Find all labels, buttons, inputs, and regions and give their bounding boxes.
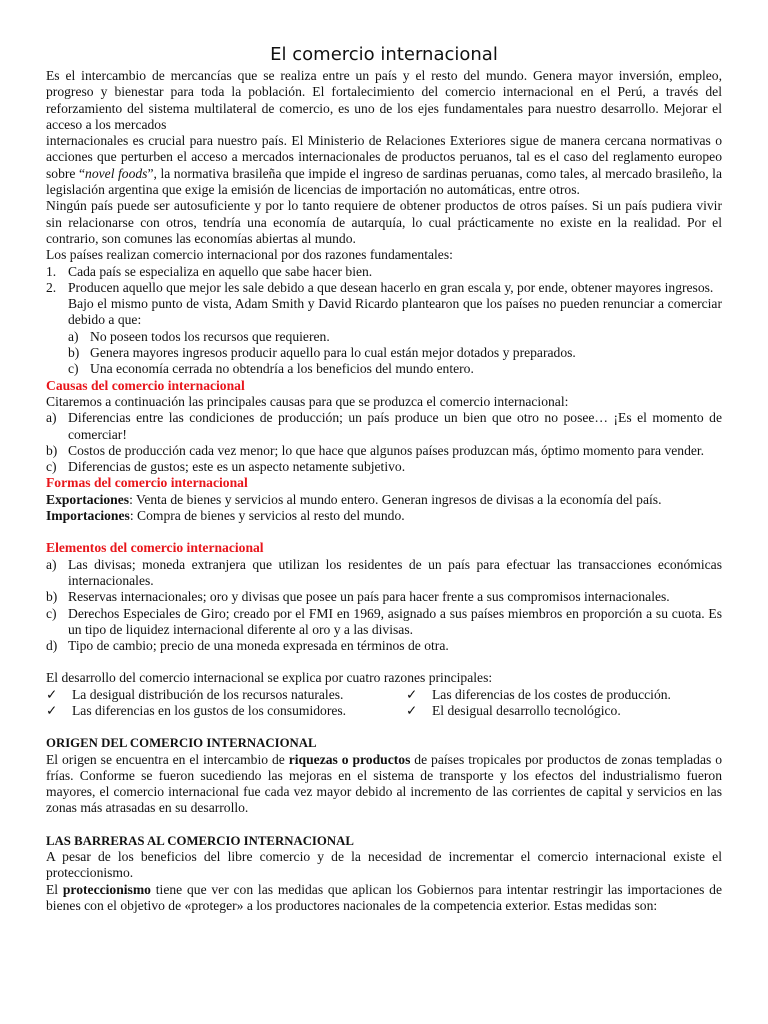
importaciones-line: Importaciones: Compra de bienes y servicios al resto del mundo.: [46, 508, 405, 524]
checkmark-icon: ✓: [46, 702, 58, 718]
list-item: ✓ Las diferencias en los gustos de los consumidores.: [46, 702, 347, 718]
list-item: 2. Producen aquello que mejor les sale debido a que desean hacerlo en gran escala y, por ende, obtener mayores ingresos.: [46, 279, 714, 295]
barreras-paragraph-1: A pesar de los beneficios del libre comercio y de la necesidad de incrementar el comercio internacional existe el proteccionismo.: [46, 849, 722, 881]
checkmark-icon: ✓: [46, 686, 58, 702]
checkmark-icon: ✓: [406, 686, 418, 702]
list-item: ✓ La desigual distribución de los recursos naturales.: [46, 686, 344, 702]
document-title: El comercio internacional: [270, 44, 498, 65]
exportaciones-line: Exportaciones: Venta de bienes y servicios al mundo entero. Generan ingresos de divisas a la economía del país.: [46, 491, 662, 507]
intro-paragraph-4: Los países realizan comercio internacional por dos razones fundamentales:: [46, 247, 453, 263]
list-item: ✓ El desigual desarrollo tecnológico.: [406, 702, 621, 718]
list-item: 1. Cada país se especializa en aquello que sabe hacer bien.: [46, 263, 373, 279]
smith-ricardo-text: Bajo el mismo punto de vista, Adam Smith y David Ricardo plantearon que los países no pueden renunciar a comerciar debido a que:: [68, 296, 722, 328]
intro-paragraph-3: Ningún país puede ser autosuficiente y por lo tanto requiere de obtener productos de otros países. Si un país pudiera vivir sin relacionarse con otros, tendría una economía de autarquía, lo cual prácticamente no existe en la realidad. Por el contrario, son comunes las economías abiertas al mundo.: [46, 198, 722, 246]
desarrollo-intro: El desarrollo del comercio internacional se explica por cuatro razones principales:: [46, 670, 493, 686]
list-item: d) Tipo de cambio; precio de una moneda expresada en términos de otra.: [46, 638, 449, 654]
checkmark-icon: ✓: [406, 702, 418, 718]
intro-paragraph-2: internacionales es crucial para nuestro país. El Ministerio de Relaciones Exteriores sigue de manera cercana normativas o acciones que perturben el acceso a mercados internacionales de productos peruanos, tal es el caso del reglamento europeo sobre “novel foods”, la normativa brasileña que impide el ingreso de sardinas peruanas, como tales, al mercado brasileño, la legislación argentina que exige la emisión de licencias de importación no automáticas, entre otros.: [46, 133, 722, 198]
list-item: a) Las divisas; moneda extranjera que utilizan los residentes de un país para efectuar las transacciones económicas internacionales.: [46, 556, 722, 588]
list-item: c) Diferencias de gustos; este es un aspecto netamente subjetivo.: [46, 459, 406, 475]
causas-heading: Causas del comercio internacional: [46, 377, 245, 393]
barreras-heading: LAS BARRERAS AL COMERCIO INTERNACIONAL: [46, 833, 354, 848]
causas-intro: Citaremos a continuación las principales causas para que se produzca el comercio internacional:: [46, 393, 569, 409]
origen-heading: ORIGEN DEL COMERCIO INTERNACIONAL: [46, 736, 317, 751]
elementos-heading: Elementos del comercio internacional: [46, 540, 264, 556]
barreras-paragraph-2: El proteccionismo tiene que ver con las medidas que aplican los Gobiernos para intentar restringir las importaciones de bienes con el objetivo de «proteger» a los productores nacionales de la competencia exterior. Estas medidas son:: [46, 881, 723, 913]
causas-list: [46, 410, 722, 475]
desarrollo-checklist: [46, 687, 722, 720]
origen-paragraph: El origen se encuentra en el intercambio de riquezas o productos de países tropicales por productos de zonas templadas o frías. Conforme se fueron sucediendo las mejoras en el sistema de transporte y los efectos del industrialismo fueron mayores, el comercio internacional fue cada vez mayor debido al incremento de las corrientes de capital y servicios en las zonas más atrasadas en su desarrollo.: [46, 751, 722, 816]
formas-heading: Formas del comercio internacional: [46, 475, 248, 491]
list-item: b) Costos de producción cada vez menor; lo que hace que algunos países produzcan más, óptimo momento para vender.: [46, 442, 705, 458]
intro-paragraph-1: Es el intercambio de mercancías que se realiza entre un país y el resto del mundo. Genera mayor inversión, empleo, progreso y bienestar para toda la población. El fortalecimiento del comercio internacional en el Perú, a través del reforzamiento del sistema multilateral de comercio, es uno de los ejes fundamentales para nuestro desarrollo. Mejorar el acceso a los mercados: [46, 68, 722, 132]
list-item: c) Derechos Especiales de Giro; creado por el FMI en 1969, asignado a sus países miembros en proporción a su cuota. Es un tipo de liquidez internacional diferente al oro y a las divisas.: [46, 605, 722, 637]
list-item: a) Diferencias entre las condiciones de producción; un país produce un bien que otro no posee… ¡Es el momento de comerciar!: [46, 410, 722, 442]
list-item: ✓ Las diferencias de los costes de producción.: [406, 686, 671, 702]
list-item: b) Reservas internacionales; oro y divisas que posee un país para hacer frente a sus compromisos internacionales.: [46, 589, 670, 605]
elementos-list: [46, 557, 722, 655]
smith-ricardo-block: [46, 296, 722, 377]
list-item: a) No poseen todos los recursos que requieren.: [68, 328, 330, 344]
list-item: c) Una economía cerrada no obtendría a los beneficios del mundo entero.: [68, 361, 474, 377]
smith-ricardo-list: [68, 329, 722, 378]
list-item: b) Genera mayores ingresos producir aquello para lo cual están mejor dotados y preparados.: [68, 345, 576, 361]
novel-foods-italic: novel foods: [85, 165, 148, 181]
reasons-list: [46, 264, 722, 297]
